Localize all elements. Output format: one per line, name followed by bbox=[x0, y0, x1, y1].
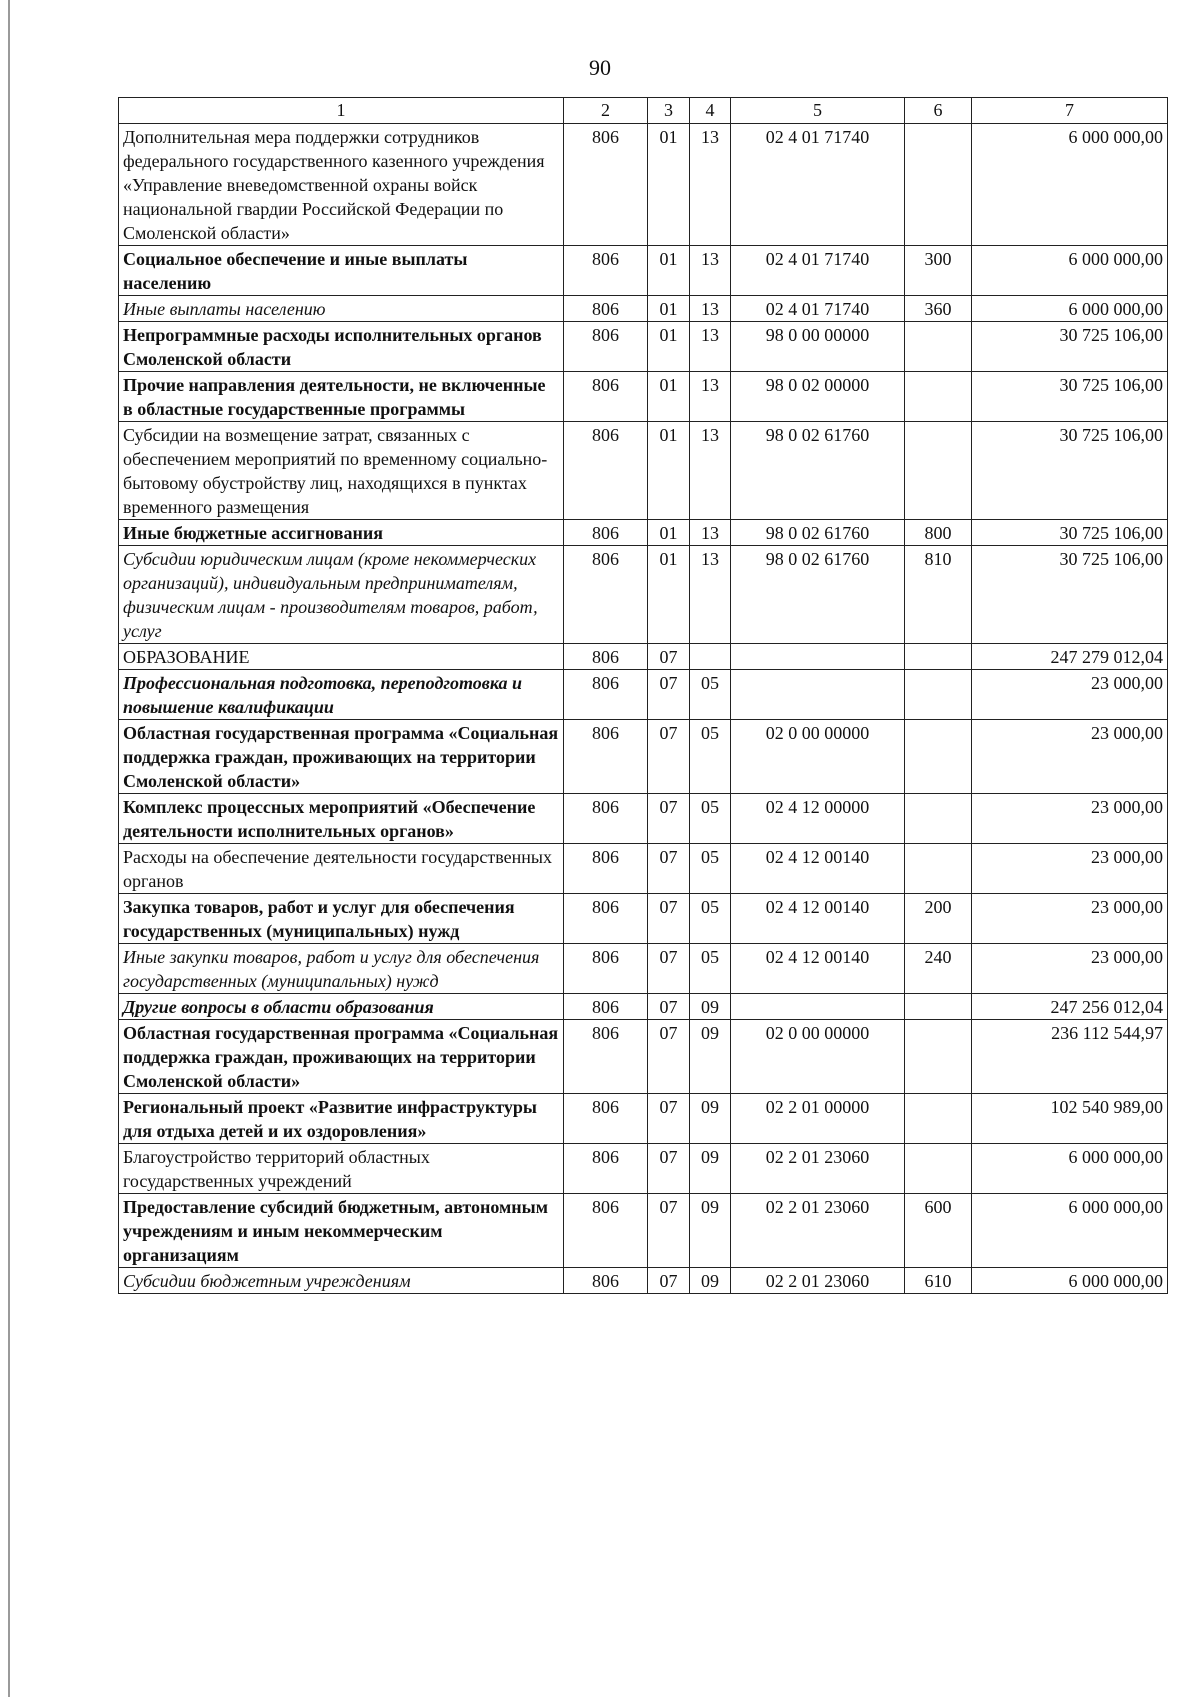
row-ved-code-cell: 806 bbox=[564, 1020, 648, 1094]
table-row bbox=[119, 1094, 1168, 1144]
row-expense-type-cell bbox=[905, 994, 972, 1020]
row-amount-cell: 30 725 106,00 bbox=[972, 322, 1168, 372]
row-ved-code-cell: 806 bbox=[564, 546, 648, 644]
row-target-article-cell: 02 0 00 00000 bbox=[731, 1020, 905, 1094]
row-section-code-cell: 01 bbox=[648, 246, 690, 296]
row-expense-type-cell bbox=[905, 422, 972, 520]
row-subsection-code-cell: 05 bbox=[690, 844, 731, 894]
table-row bbox=[119, 296, 1168, 322]
row-section-code-cell: 01 bbox=[648, 422, 690, 520]
table-row bbox=[119, 644, 1168, 670]
row-subsection-code-cell: 13 bbox=[690, 520, 731, 546]
row-amount-cell: 23 000,00 bbox=[972, 794, 1168, 844]
row-section-code-cell: 01 bbox=[648, 520, 690, 546]
row-expense-type-cell: 600 bbox=[905, 1194, 972, 1268]
row-target-article-cell: 02 2 01 00000 bbox=[731, 1094, 905, 1144]
row-name-cell: Профессиональная подготовка, переподготовка и повышение квалификации bbox=[119, 670, 564, 720]
row-expense-type-cell: 610 bbox=[905, 1268, 972, 1294]
table-row bbox=[119, 894, 1168, 944]
row-amount-cell: 23 000,00 bbox=[972, 944, 1168, 994]
row-target-article-cell bbox=[731, 644, 905, 670]
row-amount-cell: 6 000 000,00 bbox=[972, 246, 1168, 296]
row-expense-type-cell: 300 bbox=[905, 246, 972, 296]
row-amount-cell: 30 725 106,00 bbox=[972, 422, 1168, 520]
table-header-row bbox=[119, 98, 1168, 124]
row-subsection-code-cell: 05 bbox=[690, 894, 731, 944]
row-subsection-code-cell: 05 bbox=[690, 794, 731, 844]
row-ved-code-cell: 806 bbox=[564, 296, 648, 322]
row-expense-type-cell bbox=[905, 1020, 972, 1094]
table-row bbox=[119, 422, 1168, 520]
row-section-code-cell: 07 bbox=[648, 794, 690, 844]
row-name-cell: Субсидии на возмещение затрат, связанных с обеспечением мероприятий по временному социально-бытовому обустройству лиц, находящихся в пунктах временного размещения bbox=[119, 422, 564, 520]
row-section-code-cell: 07 bbox=[648, 844, 690, 894]
row-subsection-code-cell: 13 bbox=[690, 422, 731, 520]
page-number: 90 bbox=[589, 55, 611, 80]
row-section-code-cell: 07 bbox=[648, 994, 690, 1020]
row-target-article-cell: 02 2 01 23060 bbox=[731, 1268, 905, 1294]
row-name-cell: Субсидии бюджетным учреждениям bbox=[119, 1268, 564, 1294]
row-subsection-code-cell: 13 bbox=[690, 372, 731, 422]
row-name-cell: ОБРАЗОВАНИЕ bbox=[119, 644, 564, 670]
row-amount-cell: 30 725 106,00 bbox=[972, 372, 1168, 422]
row-target-article-cell: 98 0 02 00000 bbox=[731, 372, 905, 422]
row-amount-cell: 236 112 544,97 bbox=[972, 1020, 1168, 1094]
row-expense-type-cell bbox=[905, 844, 972, 894]
row-expense-type-cell bbox=[905, 1144, 972, 1194]
scan-page-edge bbox=[8, 0, 10, 1697]
table-row bbox=[119, 1020, 1168, 1094]
row-amount-cell: 23 000,00 bbox=[972, 670, 1168, 720]
row-section-code-cell: 01 bbox=[648, 546, 690, 644]
row-target-article-cell: 02 2 01 23060 bbox=[731, 1194, 905, 1268]
row-expense-type-cell bbox=[905, 322, 972, 372]
table-row bbox=[119, 844, 1168, 894]
row-name-cell: Дополнительная мера поддержки сотрудников федерального государственного казенного учреждения «Управление вневедомственной охраны войск национальной гвардии Российской Федерации по Смоленской области» bbox=[119, 124, 564, 246]
header-cell: 2 bbox=[564, 98, 648, 124]
row-ved-code-cell: 806 bbox=[564, 844, 648, 894]
row-section-code-cell: 07 bbox=[648, 644, 690, 670]
table-row bbox=[119, 546, 1168, 644]
row-subsection-code-cell: 05 bbox=[690, 670, 731, 720]
header-cell: 1 bbox=[119, 98, 564, 124]
row-ved-code-cell: 806 bbox=[564, 1268, 648, 1294]
row-target-article-cell bbox=[731, 670, 905, 720]
row-name-cell: Областная государственная программа «Социальная поддержка граждан, проживающих на территории Смоленской области» bbox=[119, 1020, 564, 1094]
row-section-code-cell: 07 bbox=[648, 1194, 690, 1268]
row-target-article-cell: 02 0 00 00000 bbox=[731, 720, 905, 794]
row-name-cell: Расходы на обеспечение деятельности государственных органов bbox=[119, 844, 564, 894]
row-subsection-code-cell: 13 bbox=[690, 246, 731, 296]
row-expense-type-cell bbox=[905, 1094, 972, 1144]
row-name-cell: Предоставление субсидий бюджетным, автономным учреждениям и иным некоммерческим организациям bbox=[119, 1194, 564, 1268]
row-amount-cell: 23 000,00 bbox=[972, 894, 1168, 944]
row-name-cell: Иные бюджетные ассигнования bbox=[119, 520, 564, 546]
row-section-code-cell: 07 bbox=[648, 1094, 690, 1144]
table-row bbox=[119, 720, 1168, 794]
row-name-cell: Региональный проект «Развитие инфраструктуры для отдыха детей и их оздоровления» bbox=[119, 1094, 564, 1144]
row-name-cell: Закупка товаров, работ и услуг для обеспечения государственных (муниципальных) нужд bbox=[119, 894, 564, 944]
table-row bbox=[119, 322, 1168, 372]
row-name-cell: Другие вопросы в области образования bbox=[119, 994, 564, 1020]
table-row bbox=[119, 520, 1168, 546]
row-expense-type-cell bbox=[905, 124, 972, 246]
row-subsection-code-cell bbox=[690, 644, 731, 670]
row-expense-type-cell: 810 bbox=[905, 546, 972, 644]
row-target-article-cell: 02 2 01 23060 bbox=[731, 1144, 905, 1194]
row-name-cell: Непрограммные расходы исполнительных органов Смоленской области bbox=[119, 322, 564, 372]
row-target-article-cell: 02 4 01 71740 bbox=[731, 296, 905, 322]
row-name-cell: Благоустройство территорий областных государственных учреждений bbox=[119, 1144, 564, 1194]
row-section-code-cell: 07 bbox=[648, 894, 690, 944]
row-section-code-cell: 01 bbox=[648, 322, 690, 372]
row-target-article-cell bbox=[731, 994, 905, 1020]
row-ved-code-cell: 806 bbox=[564, 1194, 648, 1268]
row-ved-code-cell: 806 bbox=[564, 246, 648, 296]
row-name-cell: Субсидии юридическим лицам (кроме некоммерческих организаций), индивидуальным предпринимателям, физическим лицам - производителям товаров, работ, услуг bbox=[119, 546, 564, 644]
row-name-cell: Областная государственная программа «Социальная поддержка граждан, проживающих на территории Смоленской области» bbox=[119, 720, 564, 794]
row-target-article-cell: 02 4 01 71740 bbox=[731, 246, 905, 296]
row-amount-cell: 6 000 000,00 bbox=[972, 296, 1168, 322]
row-expense-type-cell bbox=[905, 794, 972, 844]
row-subsection-code-cell: 13 bbox=[690, 296, 731, 322]
row-amount-cell: 247 279 012,04 bbox=[972, 644, 1168, 670]
table-row bbox=[119, 1268, 1168, 1294]
row-expense-type-cell: 200 bbox=[905, 894, 972, 944]
row-section-code-cell: 01 bbox=[648, 372, 690, 422]
row-expense-type-cell bbox=[905, 644, 972, 670]
row-amount-cell: 6 000 000,00 bbox=[972, 1268, 1168, 1294]
header-cell: 7 bbox=[972, 98, 1168, 124]
row-expense-type-cell: 800 bbox=[905, 520, 972, 546]
row-name-cell: Прочие направления деятельности, не включенные в областные государственные программы bbox=[119, 372, 564, 422]
row-ved-code-cell: 806 bbox=[564, 322, 648, 372]
row-ved-code-cell: 806 bbox=[564, 520, 648, 546]
row-subsection-code-cell: 09 bbox=[690, 1094, 731, 1144]
row-section-code-cell: 07 bbox=[648, 1144, 690, 1194]
row-ved-code-cell: 806 bbox=[564, 422, 648, 520]
row-ved-code-cell: 806 bbox=[564, 994, 648, 1020]
budget-table bbox=[118, 97, 1168, 1294]
row-amount-cell: 6 000 000,00 bbox=[972, 124, 1168, 246]
row-amount-cell: 6 000 000,00 bbox=[972, 1194, 1168, 1268]
row-subsection-code-cell: 09 bbox=[690, 994, 731, 1020]
row-section-code-cell: 07 bbox=[648, 720, 690, 794]
row-ved-code-cell: 806 bbox=[564, 1144, 648, 1194]
table-row bbox=[119, 1194, 1168, 1268]
row-amount-cell: 6 000 000,00 bbox=[972, 1144, 1168, 1194]
row-section-code-cell: 07 bbox=[648, 1268, 690, 1294]
table-row bbox=[119, 124, 1168, 246]
row-subsection-code-cell: 13 bbox=[690, 546, 731, 644]
row-expense-type-cell: 240 bbox=[905, 944, 972, 994]
row-target-article-cell: 98 0 02 61760 bbox=[731, 546, 905, 644]
row-ved-code-cell: 806 bbox=[564, 720, 648, 794]
row-amount-cell: 23 000,00 bbox=[972, 720, 1168, 794]
row-amount-cell: 23 000,00 bbox=[972, 844, 1168, 894]
table-row bbox=[119, 794, 1168, 844]
row-subsection-code-cell: 09 bbox=[690, 1144, 731, 1194]
row-amount-cell: 102 540 989,00 bbox=[972, 1094, 1168, 1144]
row-ved-code-cell: 806 bbox=[564, 670, 648, 720]
row-name-cell: Социальное обеспечение и иные выплаты населению bbox=[119, 246, 564, 296]
row-name-cell: Комплекс процессных мероприятий «Обеспечение деятельности исполнительных органов» bbox=[119, 794, 564, 844]
row-section-code-cell: 07 bbox=[648, 670, 690, 720]
row-subsection-code-cell: 13 bbox=[690, 322, 731, 372]
row-ved-code-cell: 806 bbox=[564, 644, 648, 670]
header-cell: 5 bbox=[731, 98, 905, 124]
table-row bbox=[119, 670, 1168, 720]
table-row bbox=[119, 994, 1168, 1020]
row-ved-code-cell: 806 bbox=[564, 944, 648, 994]
row-ved-code-cell: 806 bbox=[564, 794, 648, 844]
row-ved-code-cell: 806 bbox=[564, 894, 648, 944]
row-target-article-cell: 98 0 00 00000 bbox=[731, 322, 905, 372]
row-target-article-cell: 02 4 12 00140 bbox=[731, 944, 905, 994]
row-expense-type-cell bbox=[905, 670, 972, 720]
row-section-code-cell: 07 bbox=[648, 1020, 690, 1094]
row-amount-cell: 247 256 012,04 bbox=[972, 994, 1168, 1020]
row-target-article-cell: 02 4 01 71740 bbox=[731, 124, 905, 246]
row-amount-cell: 30 725 106,00 bbox=[972, 520, 1168, 546]
row-expense-type-cell bbox=[905, 720, 972, 794]
row-name-cell: Иные закупки товаров, работ и услуг для обеспечения государственных (муниципальных) нужд bbox=[119, 944, 564, 994]
row-target-article-cell: 02 4 12 00140 bbox=[731, 844, 905, 894]
row-target-article-cell: 98 0 02 61760 bbox=[731, 520, 905, 546]
header-cell: 3 bbox=[648, 98, 690, 124]
row-section-code-cell: 01 bbox=[648, 124, 690, 246]
table-row bbox=[119, 246, 1168, 296]
header-cell: 6 bbox=[905, 98, 972, 124]
row-ved-code-cell: 806 bbox=[564, 1094, 648, 1144]
row-amount-cell: 30 725 106,00 bbox=[972, 546, 1168, 644]
row-name-cell: Иные выплаты населению bbox=[119, 296, 564, 322]
row-ved-code-cell: 806 bbox=[564, 372, 648, 422]
row-subsection-code-cell: 09 bbox=[690, 1020, 731, 1094]
table-row bbox=[119, 372, 1168, 422]
row-target-article-cell: 02 4 12 00140 bbox=[731, 894, 905, 944]
row-target-article-cell: 02 4 12 00000 bbox=[731, 794, 905, 844]
row-section-code-cell: 07 bbox=[648, 944, 690, 994]
table-row bbox=[119, 944, 1168, 994]
table-row bbox=[119, 1144, 1168, 1194]
header-cell: 4 bbox=[690, 98, 731, 124]
row-expense-type-cell bbox=[905, 372, 972, 422]
row-subsection-code-cell: 05 bbox=[690, 944, 731, 994]
row-subsection-code-cell: 13 bbox=[690, 124, 731, 246]
row-subsection-code-cell: 05 bbox=[690, 720, 731, 794]
row-subsection-code-cell: 09 bbox=[690, 1268, 731, 1294]
row-subsection-code-cell: 09 bbox=[690, 1194, 731, 1268]
row-ved-code-cell: 806 bbox=[564, 124, 648, 246]
row-target-article-cell: 98 0 02 61760 bbox=[731, 422, 905, 520]
row-section-code-cell: 01 bbox=[648, 296, 690, 322]
row-expense-type-cell: 360 bbox=[905, 296, 972, 322]
